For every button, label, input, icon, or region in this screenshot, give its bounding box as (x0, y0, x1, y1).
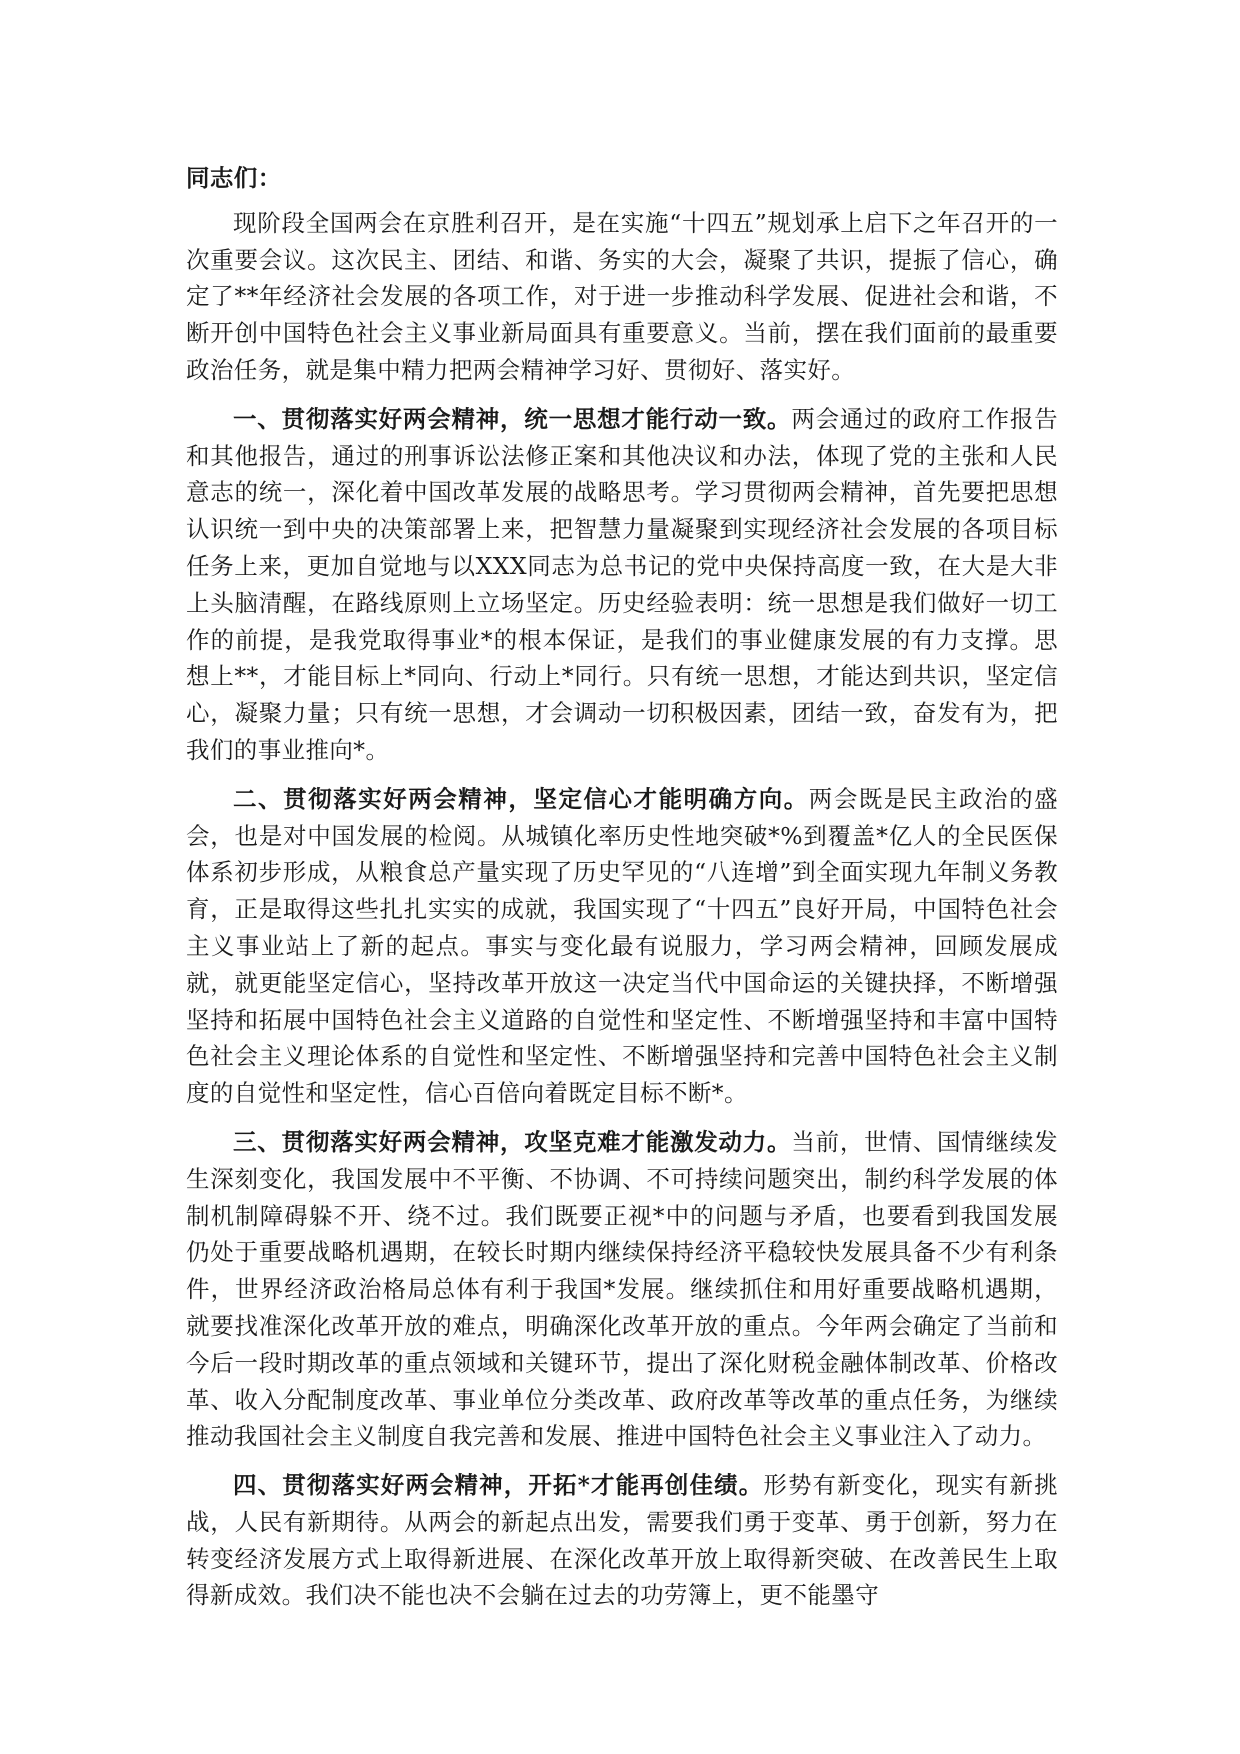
section-3-paragraph (186, 1124, 1058, 1455)
section-4-heading: 四、贯彻落实好两会精神，开拓*才能再创佳绩。 (233, 1471, 764, 1500)
section-1-heading: 一、贯彻落实好两会精神，统一思想才能行动一致。 (233, 404, 792, 433)
section-2-heading: 二、贯彻落实好两会精神，坚定信心才能明确方向。 (233, 784, 809, 813)
section-3-body: 当前，世情、国情继续发生深刻变化，我国发展中不平衡、不协调、不可持续问题突出，制约科学发展的体制机制障碍躲不开、绕不过。我们既要正视*中的问题与矛盾，也要看到我国发展仍处于重要战略机遇期，在较长时期内继续保持经济平稳较快发展具备不少有利条件，世界经济政治格局总体有利于我国*发展。继续抓住和用好重要战略机遇期，就要找准深化改革开放的难点，明确深化改革开放的重点。今年两会确定了当前和今后一段时期改革的重点领域和关键环节，提出了深化财税金融体制改革、价格改革、收入分配制度改革、事业单位分类改革、政府改革等改革的重点任务，为继续推动我国社会主义制度自我完善和发展、推进中国特色社会主义事业注入了动力。 (186, 1127, 1058, 1451)
salutation: 同志们： (186, 164, 282, 192)
intro-paragraph: 现阶段全国两会在京胜利召开，是在实施“十四五”规划承上启下之年召开的一次重要会议。这次民主、团结、和谐、务实的大会，凝聚了共识，提振了信心，确定了**年经济社会发展的各项工作，对于进一步推动科学发展、促进社会和谐，不断开创中国特色社会主义事业新局面具有重要意义。当前，摆在我们面前的最重要政治任务，就是集中精力把两会精神学习好、贯彻好、落实好。 (186, 208, 1058, 384)
section-1-body: 两会通过的政府工作报告和其他报告，通过的刑事诉讼法修正案和其他决议和办法，体现了党的主张和人民意志的统一，深化着中国改革发展的战略思考。学习贯彻两会精神，首先要把思想认识统一到中央的决策部署上来，把智慧力量凝聚到实现经济社会发展的各项目标任务上来，更加自觉地与以XXX同志为总书记的党中央保持高度一致，在大是大非上头脑清醒，在路线原则上立场坚定。历史经验表明：统一思想是我们做好一切工作的前提，是我党取得事业*的根本保证，是我们的事业健康发展的有力支撑。思想上**，才能目标上*同向、行动上*同行。只有统一思想，才能达到共识，坚定信心，凝聚力量；只有统一思想，才会调动一切积极因素，团结一致，奋发有为，把我们的事业推向*。 (186, 404, 1058, 764)
section-4-paragraph (186, 1467, 1058, 1614)
section-2-body: 两会既是民主政治的盛会，也是对中国发展的检阅。从城镇化率历史性地突破*%到覆盖*亿人的全民医保体系初步形成，从粮食总产量实现了历史罕见的“八连增”到全面实现九年制义务教育，正是取得这些扎扎实实的成就，我国实现了“十四五”良好开局，中国特色社会主义事业站上了新的起点。事实与变化最有说服力，学习两会精神，回顾发展成就，就更能坚定信心，坚持改革开放这一决定当代中国命运的关键抉择，不断增强坚持和拓展中国特色社会主义道路的自觉性和坚定性、不断增强坚持和丰富中国特色社会主义理论体系的自觉性和坚定性、不断增强坚持和完善中国特色社会主义制度的自觉性和坚定性，信心百倍向着既定目标不断*。 (186, 784, 1059, 1108)
document-page (186, 160, 1058, 1626)
section-2-paragraph (186, 781, 1058, 1112)
section-3-heading: 三、贯彻落实好两会精神，攻坚克难才能激发动力。 (233, 1127, 792, 1156)
section-1-paragraph (186, 401, 1058, 769)
section-4-body: 形势有新变化，现实有新挑战，人民有新期待。从两会的新起点出发，需要我们勇于变革、勇于创新，努力在转变经济发展方式上取得新进展、在深化改革开放上取得新突破、在改善民生上取得新成效。我们决不能也决不会躺在过去的功劳簿上，更不能墨守 (186, 1471, 1058, 1610)
